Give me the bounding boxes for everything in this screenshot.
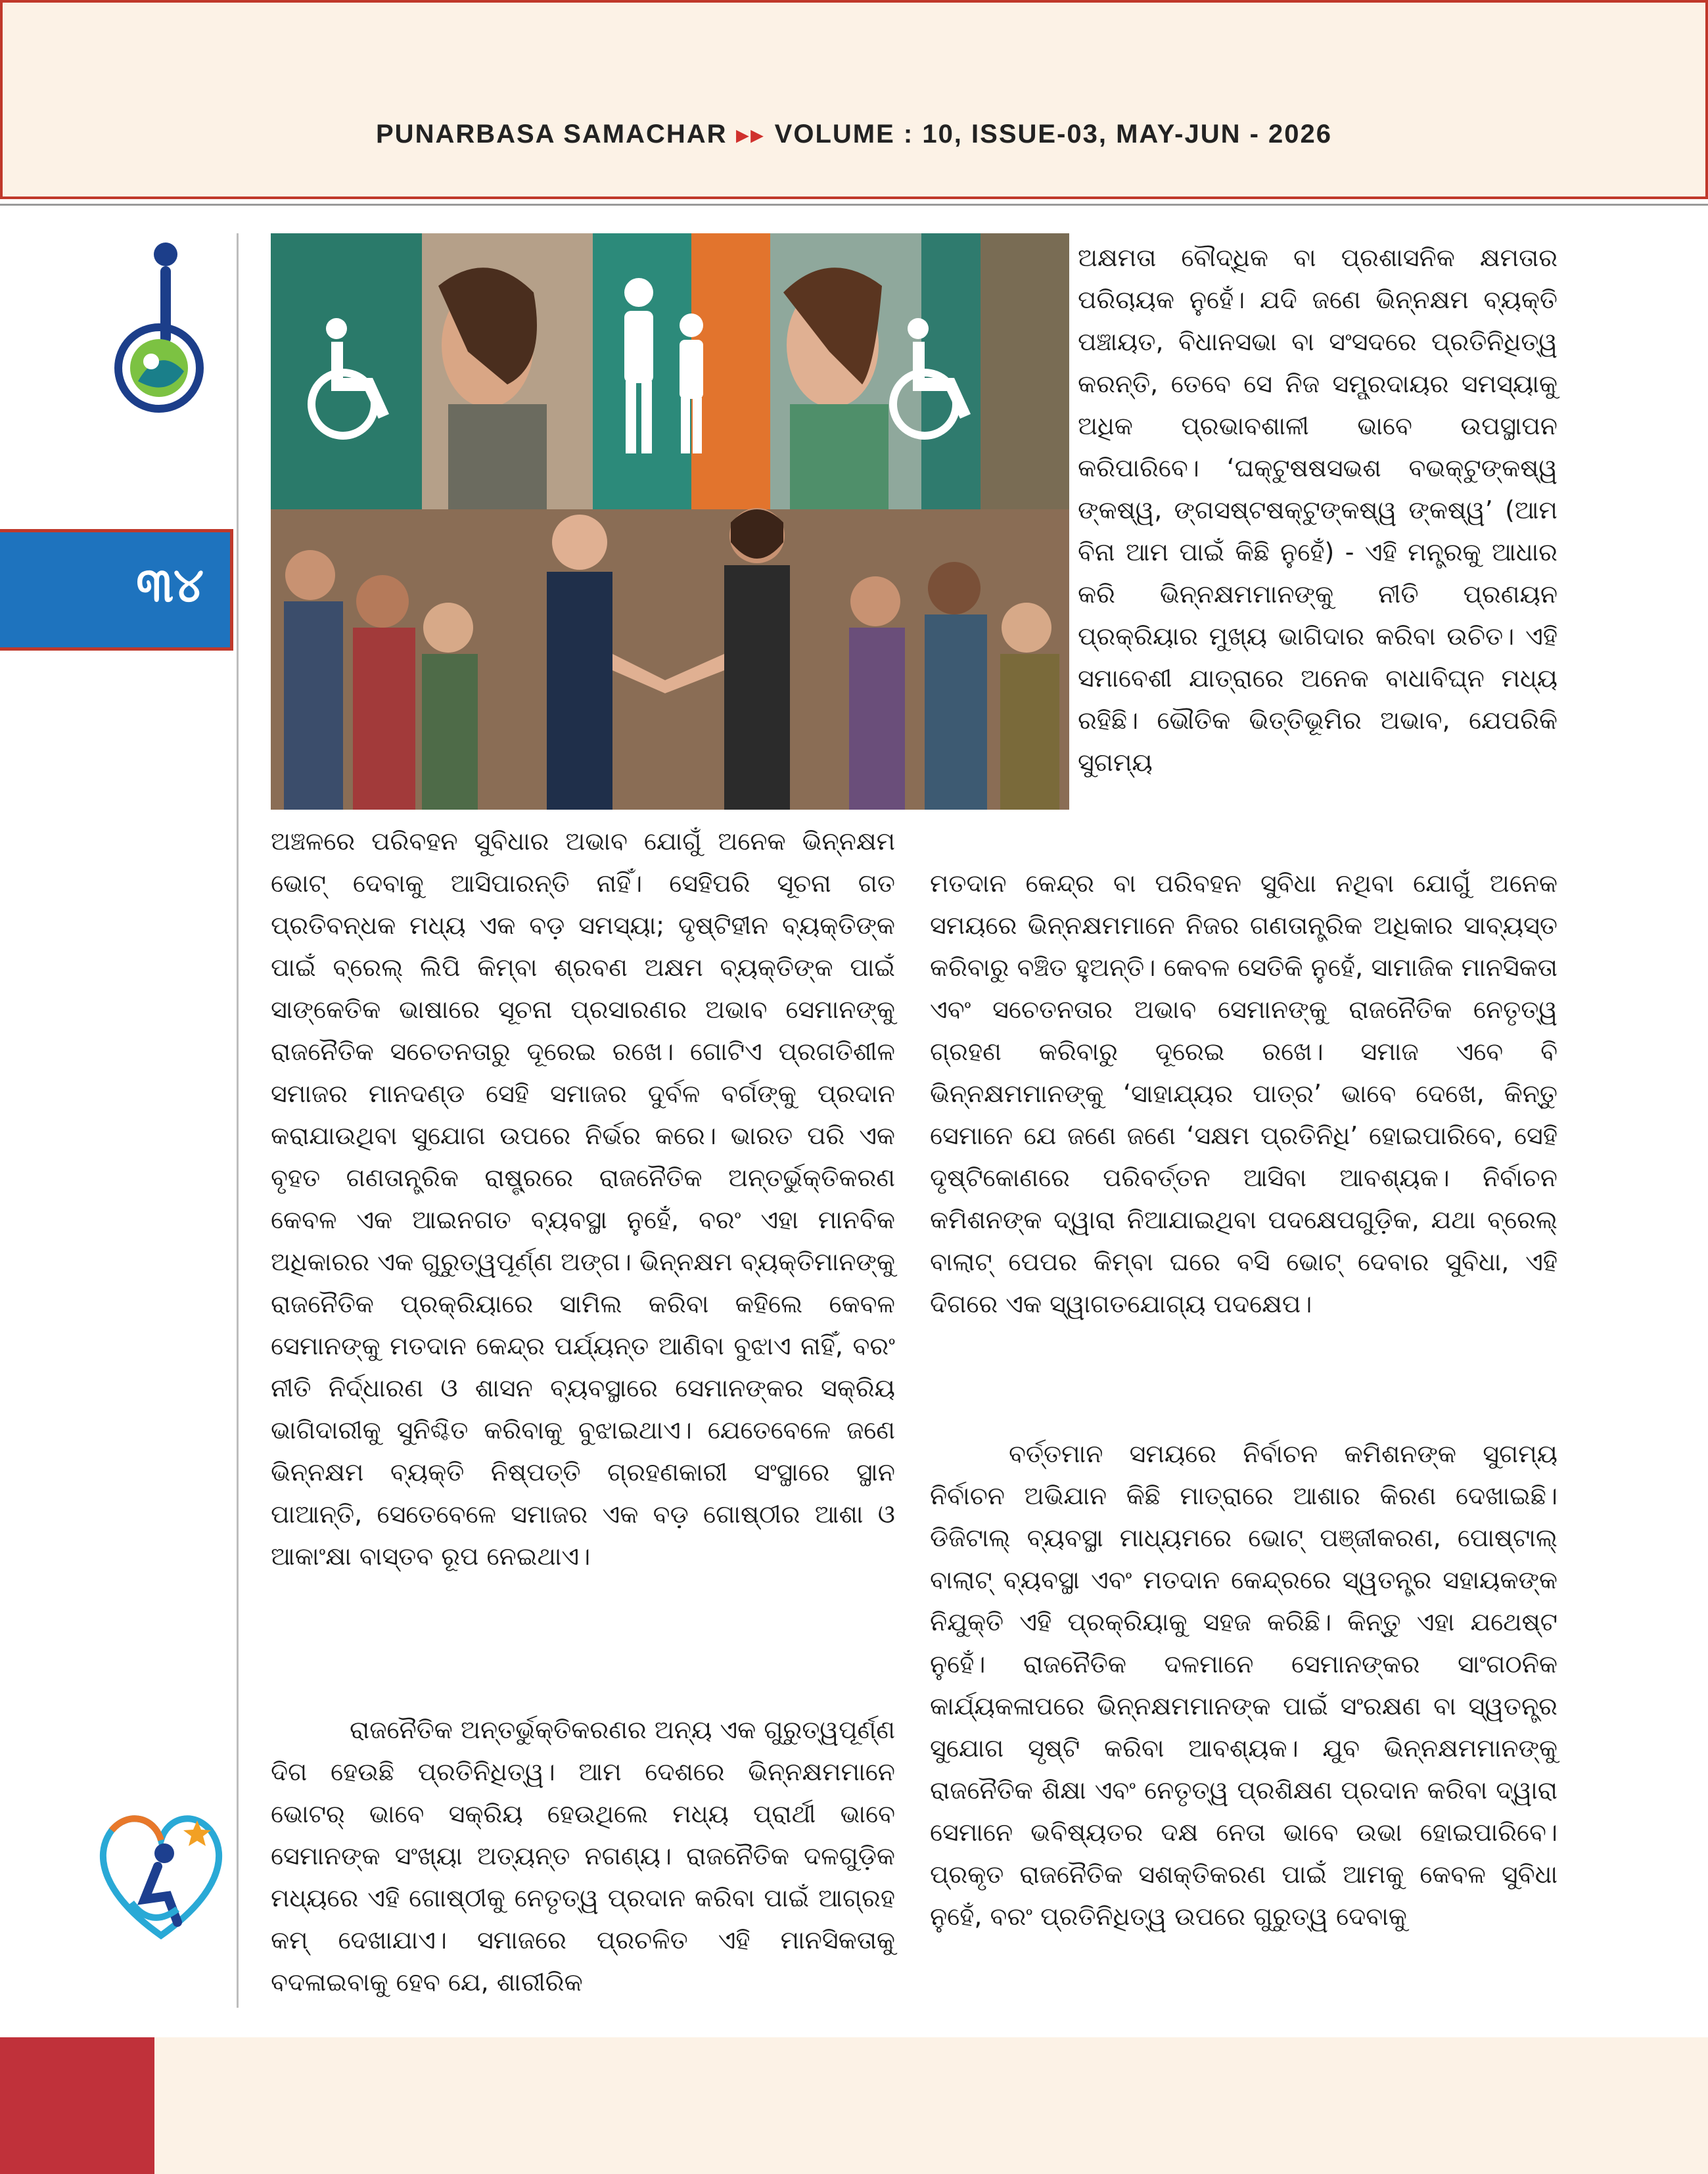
page-number: ୩୪ <box>136 557 204 613</box>
header-line <box>3 120 1705 149</box>
page-number-tab <box>0 529 233 651</box>
article-paragraph-left-1: ଅଞ୍ଚଳରେ ପରିବହନ ସୁବିଧାର ଅଭାବ ଯୋଗୁଁ ଅନେକ ଭିନ୍ନକ୍ଷମ ଭୋଟ୍ ଦେବାକୁ ଆସିପାରନ୍ତି ନାହିଁ। ସେହିପରି ସୂଚନା ଗତ ପ୍ରତିବନ୍ଧକ ମଧ୍ୟ ଏକ ବଡ଼ ସମସ୍ୟା; ଦୃଷ୍ଟିହୀନ ବ୍ୟକ୍ତିଙ୍କ ପାଇଁ ବ୍ରେଲ୍ ଲିପି କିମ୍ବା ଶ୍ରବଣ ଅକ୍ଷମ ବ୍ୟକ୍ତିଙ୍କ ପାଇଁ ସାଙ୍କେତିକ ଭାଷାରେ ସୂଚନା ପ୍ରସାରଣର ଅଭାବ ସେମାନଙ୍କୁ ରାଜନୈତିକ ସଚେତନତାରୁ ଦୂରେଇ ରଖେ। ଗୋଟିଏ ପ୍ରଗତିଶୀଳ ସମାଜର ମାନଦଣ୍ଡ ସେହି ସମାଜର ଦୁର୍ବଳ ବର୍ଗଙ୍କୁ ପ୍ରଦାନ କରାଯାଉଥିବା ସୁଯୋଗ ଉପରେ ନିର୍ଭର କରେ। ଭାରତ ପରି ଏକ ବୃହତ ଗଣତାନ୍ତ୍ରିକ ରାଷ୍ଟ୍ରରେ ରାଜନୈତିକ ଅନ୍ତର୍ଭୁକ୍ତିକରଣ କେବଳ ଏକ ଆଇନଗତ ବ୍ୟବସ୍ଥା ନୁହେଁ, ବରଂ ଏହା ମାନବିକ ଅଧିକାରର ଏକ ଗୁରୁତ୍ୱପୂର୍ଣ୍ଣ ଅଙ୍ଗ। ଭିନ୍ନକ୍ଷମ ବ୍ୟକ୍ତିମାନଙ୍କୁ ରାଜନୈତିକ ପ୍ରକ୍ରିୟାରେ ସାମିଲ କରିବା କହିଲେ କେବଳ ସେମାନଙ୍କୁ ମତଦାନ କେନ୍ଦ୍ର ପର୍ଯ୍ୟନ୍ତ ଆଣିବା ବୁଝାଏ ନାହିଁ, ବରଂ ନୀତି ନିର୍ଦ୍ଧାରଣ ଓ ଶାସନ ବ୍ୟବସ୍ଥାରେ ସେମାନଙ୍କର ସକ୍ରିୟ ଭାଗିଦାରୀକୁ ସୁନିଶ୍ଚିତ କରିବାକୁ ବୁଝାଇଥାଏ। ଯେତେବେଳେ ଜଣେ ଭିନ୍ନକ୍ଷମ ବ୍ୟକ୍ତି ନିଷ୍ପତ୍ତି ଗ୍ରହଣକାରୀ ସଂସ୍ଥାରେ ସ୍ଥାନ ପାଆନ୍ତି, ସେତେବେଳେ ସମାଜର ଏକ ବଡ଼ ଗୋଷ୍ଠୀର ଆଶା ଓ ଆକାଂକ୍ଷା ବାସ୍ତବ ରୂପ ନେଇଥାଏ। <box>271 827 895 1571</box>
publication-name: PUNARBASA SAMACHAR <box>376 120 727 149</box>
header-rule <box>0 204 1708 206</box>
article-paragraph-right-1: ମତଦାନ କେନ୍ଦ୍ର ବା ପରିବହନ ସୁବିଧା ନଥିବା ଯୋଗୁଁ ଅନେକ ସମୟରେ ଭିନ୍ନକ୍ଷମମାନେ ନିଜର ଗଣତାନ୍ତ୍ରିକ ଅଧିକାର ସାବ୍ୟସ୍ତ କରିବାରୁ ବଞ୍ଚିତ ହୁଅନ୍ତି। କେବଳ ସେତିକି ନୁହେଁ, ସାମାଜିକ ମାନସିକତା ଏବଂ ସଚେତନତାର ଅଭାବ ସେମାନଙ୍କୁ ରାଜନୈତିକ ନେତୃତ୍ୱ ଗ୍ରହଣ କରିବାରୁ ଦୂରେଇ ରଖେ। ସମାଜ ଏବେ ବି ଭିନ୍ନକ୍ଷମମାନଙ୍କୁ ‘ସାହାଯ୍ୟର ପାତ୍ର’ ଭାବେ ଦେଖେ, କିନ୍ତୁ ସେମାନେ ଯେ ଜଣେ ଜଣେ ‘ସକ୍ଷମ ପ୍ରତିନିଧି’ ହୋଇପାରିବେ, ସେହି ଦୃଷ୍ଟିକୋଣରେ ପରିବର୍ତ୍ତନ ଆସିବା ଆବଶ୍ୟକ। ନିର୍ବାଚନ କମିଶନଙ୍କ ଦ୍ୱାରା ନିଆଯାଇଥିବା ପଦକ୍ଷେପଗୁଡ଼ିକ, ଯଥା ବ୍ରେଲ୍ ବାଲାଟ୍ ପେପର କିମ୍ବା ଘରେ ବସି ଭୋଟ୍ ଦେବାର ସୁବିଧା, ଏହି ଦିଗରେ ଏକ ସ୍ୱାଗତଯୋଗ୍ୟ ପଦକ୍ଷେପ। <box>930 869 1558 1318</box>
left-margin-rule <box>237 233 239 2008</box>
wheelchair-logo-icon <box>105 240 223 424</box>
footer-band <box>0 2037 1708 2174</box>
article-paragraph-left-2: ରାଜନୈତିକ ଅନ୍ତର୍ଭୁକ୍ତିକରଣର ଅନ୍ୟ ଏକ ଗୁରୁତ୍ୱପୂର୍ଣ୍ଣ ଦିଗ ହେଉଛି ପ୍ରତିନିଧିତ୍ୱ। ଆମ ଦେଶରେ ଭିନ୍ନକ୍ଷମମାନେ ଭୋଟର୍ ଭାବେ ସକ୍ରିୟ ହେଉଥିଲେ ମଧ୍ୟ ପ୍ରାର୍ଥୀ ଭାବେ ସେମାନଙ୍କ ସଂଖ୍ୟା ଅତ୍ୟନ୍ତ ନଗଣ୍ୟ। ରାଜନୈତିକ ଦଳଗୁଡ଼ିକ ମଧ୍ୟରେ ଏହି ଗୋଷ୍ଠୀକୁ ନେତୃତ୍ୱ ପ୍ରଦାନ କରିବା ପାଇଁ ଆଗ୍ରହ କମ୍ ଦେଖାଯାଏ। ସମାଜରେ ପ୍ରଚଳିତ ଏହି ମାନସିକତାକୁ ବଦଳାଇବାକୁ ହେବ ଯେ, ଶାରୀରିକ <box>271 1715 895 1997</box>
arrows-icon: ▸▸ <box>736 121 766 148</box>
figure-heart-logo-icon <box>92 1784 230 1955</box>
article-paragraph-right-top: ଅକ୍ଷମତା ବୌଦ୍ଧିକ ବା ପ୍ରଶାସନିକ କ୍ଷମତାର ପରିଚାୟକ ନୁହେଁ। ଯଦି ଜଣେ ଭିନ୍ନକ୍ଷମ ବ୍ୟକ୍ତି ପଞ୍ଚାୟତ, ବିଧାନସଭା ବା ସଂସଦରେ ପ୍ରତିନିଧିତ୍ୱ କରନ୍ତି, ତେବେ ସେ ନିଜ ସମ୍ପ୍ରଦାୟର ସମସ୍ୟାକୁ ଅଧିକ ପ୍ରଭାବଶାଳୀ ଭାବେ ଉପସ୍ଥାପନ କରିପାରିବେ। ‘ଘକ୍ଟୁଷଷସଭଶ ବଭକ୍ଟୁଙ୍କଷ୍ୱ ଙ୍କଷ୍ୱ, ଙ୍ଗସଷ୍ଟଷକ୍ଟୁଙ୍କଷ୍ୱ ଙ୍କଷ୍ୱ’ (ଆମ ବିନା ଆମ ପାଇଁ କିଛି ନୁହେଁ) - ଏହି ମନ୍ତ୍ରକୁ ଆଧାର କରି ଭିନ୍ନକ୍ଷମମାନଙ୍କୁ ନୀତି ପ୍ରଣୟନ ପ୍ରକ୍ରିୟାର ମୁଖ୍ୟ ଭାଗିଦାର କରିବା ଉଚିତ। ଏହି ସମାବେଶୀ ଯାତ୍ରାରେ ଅନେକ ବାଧାବିଘ୍ନ ମଧ୍ୟ ରହିଛି। ଭୌତିକ ଭିତ୍ତିଭୂମିର ଅଭାବ, ଯେପରିକି ସୁଗମ୍ୟ <box>1078 243 1558 777</box>
inclusion-illustration <box>271 233 1069 810</box>
header-banner <box>0 0 1708 199</box>
issue-info: VOLUME : 10, ISSUE-03, MAY-JUN - 2026 <box>774 120 1332 149</box>
footer-red-block <box>0 2037 154 2174</box>
article-paragraph-right-2: ବର୍ତ୍ତମାନ ସମୟରେ ନିର୍ବାଚନ କମିଶନଙ୍କ ସୁଗମ୍ୟ ନିର୍ବାଚନ ଅଭିଯାନ କିଛି ମାତ୍ରାରେ ଆଶାର କିରଣ ଦେଖାଇଛି। ଡିଜିଟାଲ୍ ବ୍ୟବସ୍ଥା ମାଧ୍ୟମରେ ଭୋଟ୍ ପଞ୍ଜୀକରଣ, ପୋଷ୍ଟାଲ୍ ବାଲାଟ୍ ବ୍ୟବସ୍ଥା ଏବଂ ମତଦାନ କେନ୍ଦ୍ରରେ ସ୍ୱତନ୍ତ୍ର ସହାୟକଙ୍କ ନିଯୁକ୍ତି ଏହି ପ୍ରକ୍ରିୟାକୁ ସହଜ କରିଛି। କିନ୍ତୁ ଏହା ଯଥେଷ୍ଟ ନୁହେଁ। ରାଜନୈତିକ ଦଳମାନେ ସେମାନଙ୍କର ସାଂଗଠନିକ କାର୍ଯ୍ୟକଳାପରେ ଭିନ୍ନକ୍ଷମମାନଙ୍କ ପାଇଁ ସଂରକ୍ଷଣ ବା ସ୍ୱତନ୍ତ୍ର ସୁଯୋଗ ସୃଷ୍ଟି କରିବା ଆବଶ୍ୟକ। ଯୁବ ଭିନ୍ନକ୍ଷମମାନଙ୍କୁ ରାଜନୈତିକ ଶିକ୍ଷା ଏବଂ ନେତୃତ୍ୱ ପ୍ରଶିକ୍ଷଣ ପ୍ରଦାନ କରିବା ଦ୍ୱାରା ସେମାନେ ଭବିଷ୍ୟତର ଦକ୍ଷ ନେତା ଭାବେ ଉଭା ହୋଇପାରିବେ। ପ୍ରକୃତ ରାଜନୈତିକ ସଶକ୍ତିକରଣ ପାଇଁ ଆମକୁ କେବଳ ସୁବିଧା ନୁହେଁ, ବରଂ ପ୍ରତିନିଧିତ୍ୱ ଉପରେ ଗୁରୁତ୍ୱ ଦେବାକୁ <box>930 1439 1558 1931</box>
